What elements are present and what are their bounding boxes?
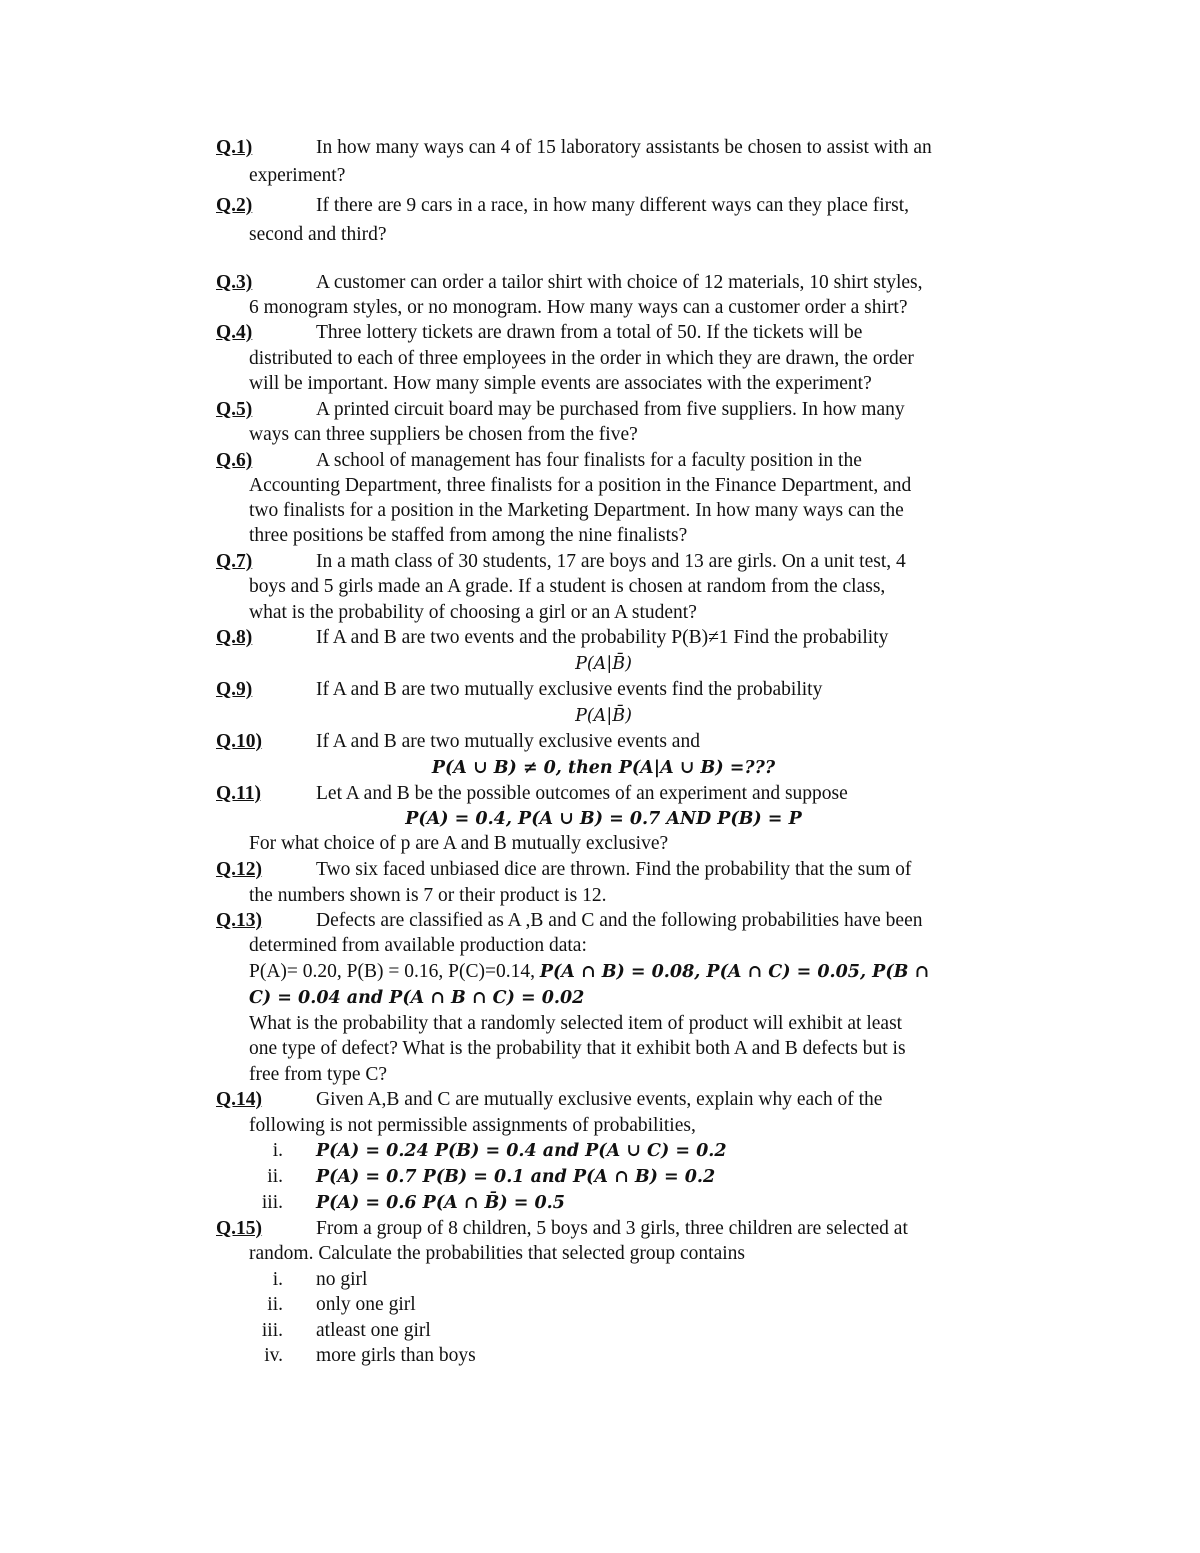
- question-label: Q.2): [216, 195, 253, 216]
- question-text: 6 monogram styles, or no monogram. How many ways can a customer order a shirt?: [249, 297, 908, 318]
- question-text: What is the probability that a randomly selected item of product will exhibit at least: [249, 1013, 903, 1034]
- item-numeral: i.: [272, 1269, 283, 1290]
- question-text: For what choice of p are A and B mutually exclusive?: [249, 833, 669, 854]
- item-text: only one girl: [316, 1294, 416, 1315]
- item-formula: P(A) = 0.6 P(A ∩ B̄) = 0.5: [316, 1193, 565, 1213]
- item-numeral: ii.: [267, 1294, 283, 1315]
- probability-formula: P(A ∩ B) = 0.08, P(A ∩ C) = 0.05, P(B ∩: [539, 962, 930, 982]
- question-label: Q.15): [216, 1218, 263, 1239]
- question-text: From a group of 8 children, 5 boys and 3 girls, three children are selected at: [316, 1218, 908, 1239]
- question-label: Q.8): [216, 627, 253, 648]
- question-text: boys and 5 girls made an A grade. If a student is chosen at random from the class,: [249, 576, 886, 597]
- item-text: no girl: [316, 1269, 368, 1290]
- question-text: determined from available production data:: [249, 935, 587, 956]
- question-text: If A and B are two events and the probability P(B)≠1 Find the probability: [316, 627, 889, 648]
- question-label: Q.9): [216, 679, 253, 700]
- probability-line: [249, 960, 929, 984]
- question-text: ways can three suppliers be chosen from the five?: [249, 424, 638, 445]
- formula: P(A|B̄): [575, 654, 632, 674]
- formula: P(A ∪ B) ≠ 0, then P(A|A ∪ B) =???: [431, 758, 776, 778]
- question-label: Q.13): [216, 910, 263, 931]
- item-numeral: ii.: [267, 1166, 283, 1187]
- question-label: Q.5): [216, 399, 253, 420]
- item-numeral: iii.: [261, 1192, 283, 1213]
- question-text: what is the probability of choosing a girl or an A student?: [249, 602, 697, 623]
- question-text: will be important. How many simple events are associates with the experiment?: [249, 373, 872, 394]
- item-text: atleast one girl: [316, 1320, 431, 1341]
- item-text: more girls than boys: [316, 1345, 476, 1366]
- question-label: Q.4): [216, 322, 253, 343]
- question-label: Q.3): [216, 272, 253, 293]
- question-label: Q.1): [216, 137, 253, 158]
- question-text: the numbers shown is 7 or their product is 12.: [249, 885, 607, 906]
- question-text: Let A and B be the possible outcomes of an experiment and suppose: [316, 783, 848, 804]
- item-numeral: i.: [272, 1140, 283, 1161]
- question-text: If A and B are two mutually exclusive events find the probability: [316, 679, 823, 700]
- question-text: one type of defect? What is the probability that it exhibit both A and B defects but is: [249, 1038, 906, 1059]
- question-text: Defects are classified as A ,B and C and the following probabilities have been: [316, 910, 923, 931]
- item-numeral: iv.: [264, 1345, 283, 1366]
- question-text: In a math class of 30 students, 17 are boys and 13 are girls. On a unit test, 4: [316, 551, 906, 572]
- question-text: Three lottery tickets are drawn from a total of 50. If the tickets will be: [316, 322, 863, 343]
- question-label: Q.7): [216, 551, 253, 572]
- formula: P(A) = 0.4, P(A ∪ B) = 0.7 AND P(B) = P: [405, 809, 802, 829]
- item-numeral: iii.: [261, 1320, 283, 1341]
- question-text: following is not permissible assignments of probabilities,: [249, 1115, 696, 1136]
- probability-formula: C) = 0.04 and P(A ∩ B ∩ C) = 0.02: [249, 988, 585, 1008]
- question-label: Q.14): [216, 1089, 263, 1110]
- question-label: Q.12): [216, 859, 263, 880]
- question-text: distributed to each of three employees in the order in which they are drawn, the order: [249, 348, 914, 369]
- probability-plain: P(A)= 0.20, P(B) = 0.16, P(C)=0.14,: [249, 961, 535, 982]
- item-formula: P(A) = 0.24 P(B) = 0.4 and P(A ∪ C) = 0.2: [316, 1141, 727, 1161]
- question-text: If there are 9 cars in a race, in how many different ways can they place first,: [316, 195, 910, 216]
- question-text: two finalists for a position in the Marketing Department. In how many ways can the: [249, 500, 904, 521]
- question-text: random. Calculate the probabilities that selected group contains: [249, 1243, 746, 1264]
- question-text: In how many ways can 4 of 15 laboratory assistants be chosen to assist with an: [316, 137, 932, 158]
- question-label: Q.11): [216, 783, 261, 804]
- question-text: A printed circuit board may be purchased from five suppliers. In how many: [316, 399, 905, 420]
- question-text: Accounting Department, three finalists for a position in the Finance Department, and: [249, 475, 912, 496]
- formula: P(A|B̄): [575, 706, 632, 726]
- item-formula: P(A) = 0.7 P(B) = 0.1 and P(A ∩ B) = 0.2: [316, 1167, 716, 1187]
- question-text: Two six faced unbiased dice are thrown. Find the probability that the sum of: [316, 859, 912, 880]
- question-text: free from type C?: [249, 1064, 388, 1085]
- question-text: experiment?: [249, 165, 346, 186]
- question-text: three positions be staffed from among the nine finalists?: [249, 525, 688, 546]
- question-text: A school of management has four finalists for a faculty position in the: [316, 450, 862, 471]
- question-text: If A and B are two mutually exclusive events and: [316, 731, 700, 752]
- question-label: Q.6): [216, 450, 253, 471]
- question-text: A customer can order a tailor shirt with choice of 12 materials, 10 shirt styles,: [316, 272, 923, 293]
- question-label: Q.10): [216, 731, 263, 752]
- question-text: second and third?: [249, 224, 387, 245]
- question-text: Given A,B and C are mutually exclusive events, explain why each of the: [316, 1089, 883, 1110]
